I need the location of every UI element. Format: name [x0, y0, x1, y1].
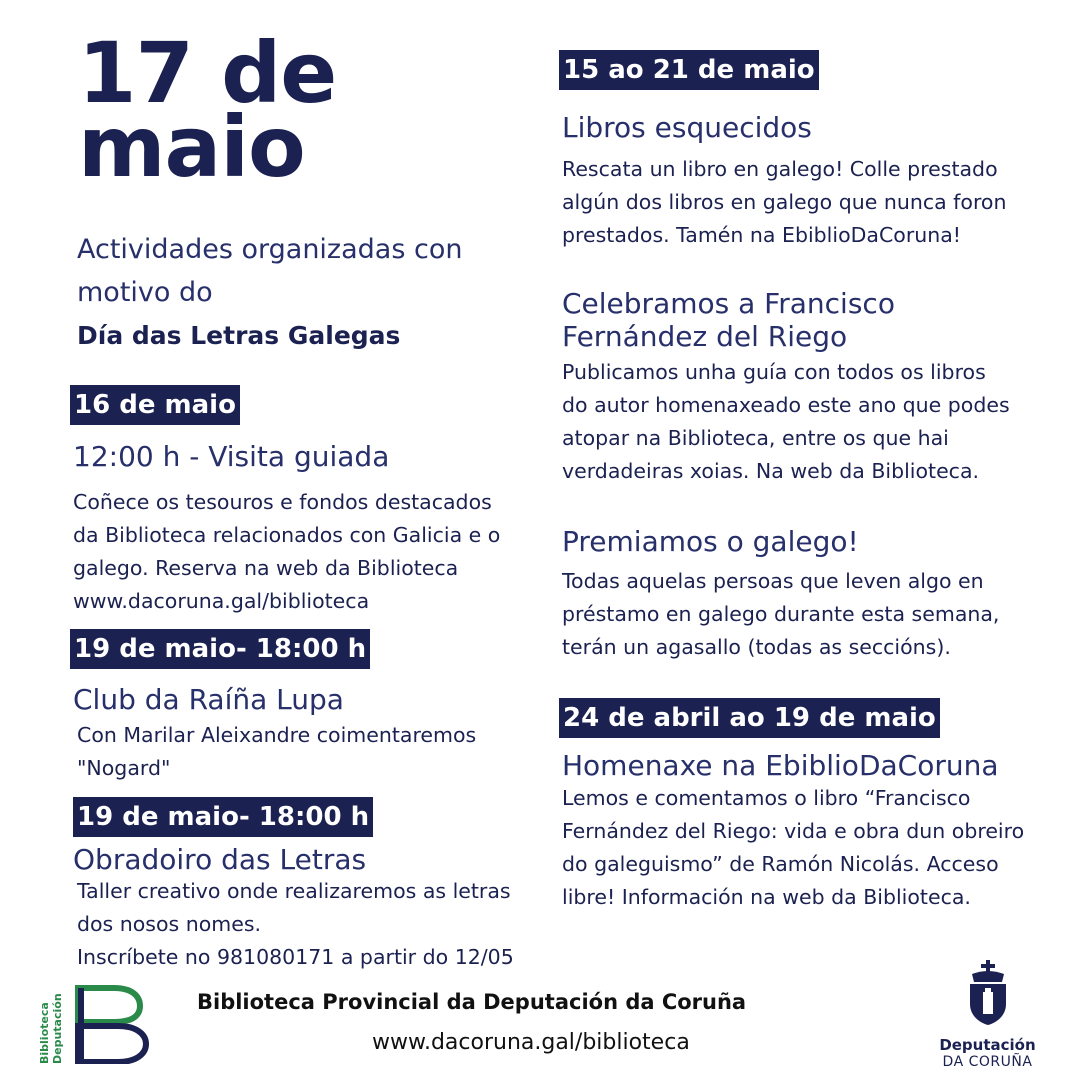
coat-of-arms-icon — [966, 960, 1010, 1026]
activity-desc-libros: Rescata un libro en galego! Colle prestado algún dos libros en galego que nunca foron prestados. Tamén na EbiblioDaCoruna! — [562, 157, 1007, 247]
activity-heading-premiamos: Premiamos o galego! — [562, 525, 859, 558]
biblioteca-logo — [38, 984, 150, 1064]
activity-heading-obradoiro: Obradoiro das Letras — [73, 843, 367, 876]
activity-desc-homenaxe: Lemos e comentamos o libro “Francisco Fernández del Riego: vida e obra dun obreiro do galeguismo” de Ramón Nicolás. Acceso libre! Información na web da Biblioteca. — [562, 786, 1025, 909]
activity-desc-celebramos: Publicamos unha guía con todos os libros do autor homenaxeado este ano que podes atopar na Biblioteca, entre os que hai verdadeiras xoias. Na web da Biblioteca. — [562, 360, 1010, 483]
activity-heading-club: Club da Raíña Lupa — [73, 683, 344, 716]
activity-heading-libros: Libros esquecidos — [562, 111, 812, 144]
activity-heading-visita: 12:00 h - Visita guiada — [73, 440, 390, 473]
date-tag-19-maio-obradoiro: 19 de maio- 18:00 h — [73, 797, 373, 837]
footer-title: Biblioteca Provincial da Deputación da Coruña — [197, 990, 747, 1014]
activity-desc-obradoiro: Taller creativo onde realizaremos as letras dos nosos nomes. Inscríbete no 981080171 a partir do 12/05 — [77, 879, 514, 969]
activity-heading-celebramos: Celebramos a Francisco Fernández del Riego — [562, 287, 895, 353]
date-tag-24-abril-19-maio: 24 de abril ao 19 de maio — [559, 698, 940, 738]
date-tag-19-maio-club: 19 de maio- 18:00 h — [70, 629, 370, 669]
deputacion-logo — [930, 960, 1045, 1075]
deputacion-name: Deputación — [939, 1036, 1036, 1054]
biblioteca-b-mark-icon — [74, 984, 150, 1064]
biblioteca-logo-text: Biblioteca Deputación — [38, 993, 64, 1064]
activity-desc-visita: Coñece os tesouros e fondos destacados da Biblioteca relacionados con Galicia e o galego. Reserva na web da Biblioteca www.dacoruna.gal/biblioteca — [73, 490, 501, 613]
date-tag-16-maio: 16 de maio — [70, 385, 240, 425]
date-tag-15-21-maio: 15 ao 21 de maio — [559, 50, 819, 90]
activity-desc-premiamos: Todas aquelas persoas que leven algo en préstamo en galego durante esta semana, terán un agasallo (todas as seccións). — [562, 569, 1000, 659]
footer-url[interactable]: www.dacoruna.gal/biblioteca — [372, 1030, 690, 1055]
intro-text: Actividades organizadas con motivo do Día das Letras Galegas — [77, 234, 463, 350]
activity-desc-club: Con Marilar Aleixandre coimentaremos "Nogard" — [77, 723, 477, 780]
page-title: 17 de maio — [78, 24, 337, 196]
deputacion-subname: DA CORUÑA — [942, 1054, 1033, 1070]
activity-heading-homenaxe: Homenaxe na EbiblioDaCoruna — [562, 749, 999, 782]
